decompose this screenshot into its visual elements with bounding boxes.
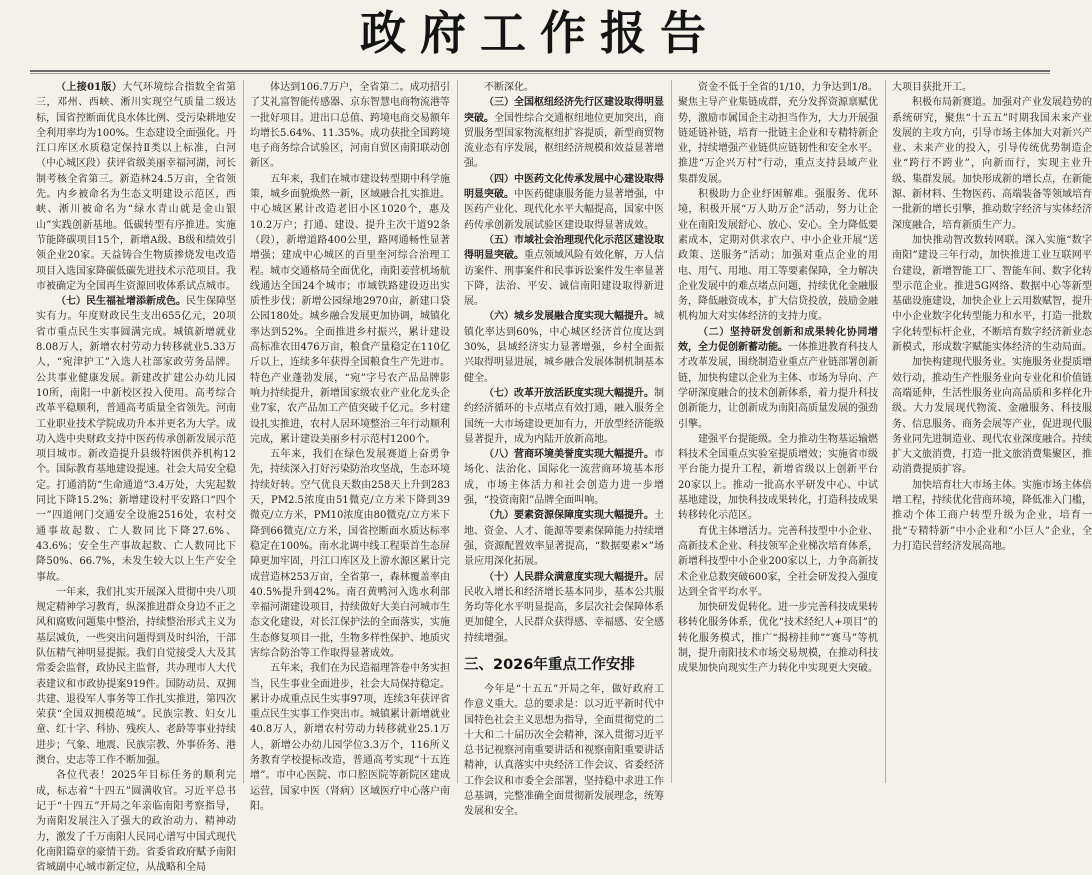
article-paragraph (464, 682, 664, 820)
paragraph-text: 一年来，我们扎实开展深入贯彻中央八项规定精神学习教育，纵深推进群众身边不正之风和腐败问题集中整治，持续整治形式主义为基层减负，一些突出问题得到及时纠治，干部队伍精气神明显提振。我们自觉接受人大及其常委会监督，政协民主监督，共办理市人大代表建议和市政协提案919件。国防动员、双拥共建、退役军人事务等工作扎实推进，第四次荣获“全国双拥模范城”。民族宗教、妇女儿童、红十字、科协、残疾人、老龄等事业持续进步；气象、地震、民族宗教、外事侨务、港澳台、史志等工作不断加强。 (36, 586, 236, 767)
article-paragraph (464, 508, 664, 569)
text-column-1 (36, 80, 237, 874)
masthead-rule-thin (30, 73, 1050, 74)
column-divider (243, 80, 244, 783)
text-column-5 (892, 80, 1092, 783)
paragraph-text: 居民收入增长和经济增长基本同步，基本公共服务均等化水平明显提高，多层次社会保障体系更加健全，人民群众获得感、幸福感、安全感持续增强。 (464, 571, 664, 644)
paragraph-text: 一体推进教育科技人才改革发展，围绕制造业重点产业链部署创新链，加快构建以企业为主体、市场为导向、产学研深度融合的技术创新体系，着力提升科技创新能力，让创新成为南阳高质量发展的强劲引擎。 (678, 342, 878, 430)
subsection-heading: （五）市域社会治理现代化示范区建设取得明显突破。 (464, 234, 664, 262)
paragraph-text: 今年是“十五五”开局之年，做好政府工作意义重大。总的要求是：以习近平新时代中国特色社会主义思想为指导，全面贯彻党的二十大和二十届历次全会精神，深入贯彻习近平总书记视察河南重要讲话和视察南阳重要讲话精神，认真落实中央经济工作会议、省委经济工作会议和市委全会部署，坚持稳中求进工作总基调，完整准确全面贯彻新发展理念，统筹发展和安全。 (464, 683, 664, 818)
subsection-heading: （七）改革开放活跃度实现大幅提升。 (484, 387, 654, 399)
paragraph-text: 重点领域风险有效化解，万人信访案件、刑事案件和民事诉讼案件发生率显著下降，法治、平安、诚信南阳建设取得新进展。 (464, 250, 664, 308)
article-paragraph (892, 355, 1092, 477)
text-column-4 (678, 80, 878, 783)
subsection-heading: （四）中医药文化传承发展中心建设取得明显突破。 (464, 173, 664, 201)
subsection-heading: （八）营商环境美誉度实现大幅提升。 (484, 449, 654, 461)
article-paragraph (892, 95, 1092, 233)
paragraph-text: 城镇化率达到60%，中心城区经济首位度达到30%，县域经济实力显著增强，乡村全面振兴取得明显进展，城乡融合发展体制机制基本健全。 (464, 311, 664, 384)
paragraph-text: 育优主体增活力。完善科技型中小企业、高新技术企业、科技领军企业梯次培育体系，新增科技型中小企业200家以上，力争高新技术企业总数突破600家，全社会研发投入强度达到全省平均水平。 (678, 525, 878, 598)
article-paragraph (250, 80, 450, 172)
text-column-3 (464, 80, 664, 818)
paragraph-text: 资金不低于全省的1/10，力争达到1/8。聚焦主导产业集链成群，充分发挥资源禀赋优势，激励市属国企主动担当作为，大力开展强链延链补链，培育一批链主企业和专精特新企业，持续增强产业链供应链韧性和安全水平。推进“万企兴万村”行动，重点支持县域产业集群发展。 (678, 82, 878, 185)
paragraph-text: 制约经济循环的卡点堵点有效打通，融入服务全国统一大市场建设更加有力，开放型经济能级显著提升，成为内陆开放新高地。 (464, 387, 664, 445)
paragraph-text: 大气环境综合指数全省第三，邓州、西峡、淅川实现空气质量二级达标，国省控断面优良水体比例、受污染耕地安全利用率均为100%。生态建设全面强化。丹江口库区水质稳定保持Ⅱ类以上标准，白河（中心城区段）获评省级美丽幸福河湖，河长制考核全省第三。新造林24.5万亩，全省领先。内乡被命名为生态文明建设示范区，西峡、淅川被命名为“绿水青山就是金山银山”实践创新基地。低碳转型有序推进。实施节能降碳项目15个，新增A级、B级和绩效引领企业20家。天益铸合生物质掺烧发电改造项目入选国家降碳低碳先进技术示范项目。我市被确定为全国再生资源回收体系试点城市。 (36, 82, 237, 292)
paragraph-text: 加快推动智改数转网联。深入实施“数字南阳”建设三年行动，加快推进工业互联网平台建设，新增智能工厂、智能车间、数字化转型示范企业。推进5G网络、数据中心等新型基础设施建设，加快企业上云用数赋智，提升中小企业数字化转型能力和水平，打造一批数字化转型标杆企业，不断培育数字经济新业态新模式，形成数字赋能实体经济的生动局面。 (892, 234, 1092, 354)
paragraph-text: 加快构建现代服务业。实施服务业提质增效行动，推动生产性服务业向专业化和价值链高端延伸，生活性服务业向高品质和多样化升级。大力发展现代物流、金融服务、科技服务、信息服务、商务会展等产业，促进现代服务业同先进制造业、现代农业深度融合。持续扩大文旅消费，打造一批文旅消费集聚区，推动消费提质扩容。 (892, 357, 1092, 476)
paragraph-text: 体达到106.7万户，全省第二。成功招引了艾礼富智能传感器、京东智慧电商物流港等一批好项目。进出口总值、跨境电商交易额年均增长5.64%、11.35%。成功获批全国跨境电子商务综合试验区，河南自贸区南阳联动创新区。 (250, 82, 450, 170)
masthead-title: 政府工作报告 (360, 6, 720, 60)
article-paragraph (892, 80, 1092, 95)
paragraph-text: 五年来，我们在为民造福理答卷中务实担当，民生事业全面进步，社会大局保持稳定。累计办成重点民生实事97项，连续3年获评省重点民生实事工作突出市。城镇累计新增就业40.8万人，新增农村劳动力转移就业25.1万人，新增公办幼儿园学位3.3万个，116所义务教育学校提标改造，普通高考实现“十五连增”。市中心医院、市口腔医院等新院区建成运营，国家中医（肾病）区域医疗中心落户南阳。 (250, 663, 450, 812)
article-paragraph (36, 768, 236, 875)
continued-from-label: （上接01版） (56, 82, 123, 93)
subsection-heading: （十）人民群众满意度实现大幅提升。 (484, 571, 654, 583)
section-heading: 三、2026年重点工作安排 (464, 656, 635, 673)
article-paragraph (892, 478, 1092, 554)
article-paragraph (250, 447, 450, 661)
article-paragraph (36, 294, 236, 585)
article-paragraph (464, 233, 664, 309)
article-paragraph (250, 661, 450, 814)
column-divider (885, 80, 886, 783)
subsection-heading: （六）城乡发展融合度实现大幅提升。 (484, 311, 654, 323)
subsection-heading: （七）民生福祉增添新成色。 (56, 296, 186, 308)
article-paragraph (250, 172, 450, 447)
article-paragraph (678, 80, 878, 187)
article-paragraph (678, 600, 878, 676)
paragraph-text: 积极布局新赛道。加强对产业发展趋势的系统研究，聚焦“十五五”时期我国未来产业发展的主攻方向，引导市场主体加大对新兴产业、未来产业的投入，引导传统优势制造企业“跨行不跨业”，向新而行，实现主业升级、集群发展。加快形成新的增长点，在新能源、新材料、生物医药、高端装备等领域培育一批新的增长引擎，推动数字经济与实体经济深度融合，培育新质生产力。 (892, 97, 1092, 231)
paragraph-text: 民生保障坚实有力。年度财政民生支出655亿元，20项省市重点民生实事圆满完成。城镇新增就业8.08万人，新增农村劳动力转移就业5.33万人，“宛津护工”入选人社部家政劳务品牌。公共事业健康发展。新建改扩建公办幼儿园10所，南阳一中新校区投入使用。高考综合改革平稳顺利，普通高考质量全省领先。河南工业职业技术学院成功升本并更名为大学。成功入选中央财政支持中医药传承创新发展示范项目城市。新改造提升县级特困供养机构12个。国际教育基地建设提速。社会大局安全稳定。打通消防“生命通道”3.4万处，大宪起数同比下降15.2%；新增建设村平安路口“四个一”四道闸门交通安全设施2516处，农村交通事故起数、亡人数同比下降27.6%、43.6%；安全生产事故起数、亡人数同比下降50%、66.7%，未发生较大以上生产安全事故。 (36, 296, 236, 583)
article-paragraph (464, 309, 664, 385)
paragraph-text: 大项目获批开工。 (892, 82, 972, 93)
column-divider (457, 80, 458, 783)
article-paragraph (464, 80, 664, 95)
article-paragraph (464, 447, 664, 508)
paragraph-text: 不断深化。 (484, 82, 534, 93)
article-paragraph (678, 524, 878, 600)
article-paragraph (678, 325, 878, 432)
article-paragraph (892, 233, 1092, 355)
paragraph-text: 市场化、法治化、国际化一流营商环境基本形成，市场主体活力和社会创造力进一步增强，“投资南阳”品牌全面叫响。 (464, 449, 664, 507)
column-divider (671, 80, 672, 783)
paragraph-text: 五年来，我们在绿色发展赛道上奋勇争先，持续深入打好污染防治攻坚战，生态环境持续好转。空气优良天数由258天上升到283天，PM2.5浓度由51微克/立方米下降到39微克/立方米，PM10浓度由80微克/立方米下降到66微克/立方米，国省控断面水质达标率稳定在100%。南水北调中线工程渠首生态屏障更加牢固，丹江口库区及上游水源区累计完成营造林253万亩，全省第一，森林覆盖率由40.5%提升到42%。南召黄鸭河入选水利部幸福河湖建设项目，持续做好大美白河城市生态文化建设，对长江保护法的全面落实，实施生态修复项目一批，生物多样性保护、地质灾害综合防治等工作取得显著成效。 (250, 449, 450, 659)
article-paragraph (36, 80, 236, 294)
subsection-heading: （九）要素资源保障度实现大幅提升。 (484, 510, 654, 522)
paragraph-text: 加快研发促转化。进一步完善科技成果转移转化服务体系，优化“技术经纪人+项目”的转化服务模式，推广“揭榜挂帅”“赛马”等机制，提升南阳技术市场交易规模，在推动科技成果加快向现实生产力转化中实现更大突破。 (678, 602, 878, 675)
paragraph-text: 各位代表！2025年目标任务的顺利完成，标志着“十四五”圆满收官。习近平总书记于“十四五”开局之年亲临南阳考察指导，为南阳发展注入了强大的政治动力、精神动力，激发了千万南阳人民同心谱写中国式现代化南阳篇章的豪情干劲。省委省政府赋予南阳省城副中心城市新定位，从战略和全局 (36, 770, 236, 874)
paragraph-text: 土地、资金、人才、能源等要素保障能力持续增强，资源配置效率显著提高，“数据要素×”场景应用深化拓展。 (464, 510, 664, 568)
subsection-heading: （二）坚持研发创新和成果转化协同增效，全力促创新蓄动能。 (678, 326, 878, 354)
article-paragraph (678, 432, 878, 524)
text-column-2 (250, 80, 450, 812)
article-paragraph (464, 386, 664, 447)
masthead-rule (30, 70, 1050, 72)
paragraph-text: 建强平台提能级。全力推动生物基运输燃料技术全国重点实验室提质增效；实施省市级平台能力提升工程，新增省级以上创新平台20家以上。推动一批高水平研发中心、中试基地建设，加快科技成果转化，打造科技成果转移转化示范区。 (678, 433, 878, 522)
article-paragraph (678, 187, 878, 325)
paragraph-text: 五年来，我们在城市建设转型期中科学施策，城乡面貌焕然一新，区域融合扎实推进。中心城区累计改造老旧小区1020个，惠及10.2万户；打通、建设、提升主次干道92条（段），新增道路400公里，路网通畅性显著增强；建成中心城区的百里奎河综合治理工程。城市交通格局全面优化，南阳姜营机场航线通达全国24个城市；市域铁路建设迈出实质性步伐；新增公园绿地2970亩，新建口袋公园180处。城乡融合发展更加协调，城镇化率达到52%。全面推进乡村振兴，累计建设高标准农田476万亩，粮食产量稳定在110亿斤以上，连续多年获得全国粮食生产先进市。特色产业蓬勃发展，“宛”字号农产品品牌影响力持续提升，新增国家级农业产业化龙头企业7家，农产品加工产值突破千亿元。乡村建设扎实推进，农村人居环境整治三年行动顺利完成，累计建设美丽乡村示范村1200个。 (250, 173, 450, 445)
article-paragraph (36, 585, 236, 769)
paragraph-text: 中医药健康服务能力显著增强，中医药产业化、现代化水平大幅提高，国家中医药传承创新发展试验区建设取得显著成效。 (464, 189, 664, 231)
subsection-heading: （三）全国枢纽经济先行区建设取得明显突破。 (464, 97, 664, 124)
paragraph-text: 全国性综合交通枢纽地位更加突出，商贸服务型国家物流枢纽扩容提质，新型商贸物流业态有序发展，枢纽经济规模和效益显著增强。 (464, 112, 664, 170)
article-paragraph (464, 570, 664, 646)
paragraph-text: 加快培育壮大市场主体。实施市场主体倍增工程，持续优化营商环境，降低准入门槛，推动个体工商户转型升级为企业，培育一批“专精特新”中小企业和“小巨人”企业，全力打造民营经济发展高地。 (892, 479, 1092, 552)
article-paragraph (464, 95, 664, 171)
paragraph-text: 积极助力企业纾困解难。强服务、优环境，积极开展“万人助万企”活动，努力让企业在南阳发展舒心、放心、安心。全力降低要素成本，定期对供求农户、中小企业开展“送政策、送服务”活动；加强对重点企业的用电、用气、用地、用工等要素保障，全力解决企业发展中的难点堵点问题，持续优化金融服务，降低融资成本，扩大信贷投放，鼓励金融机构加大对实体经济的支持力度。 (678, 189, 878, 323)
article-paragraph (464, 172, 664, 233)
